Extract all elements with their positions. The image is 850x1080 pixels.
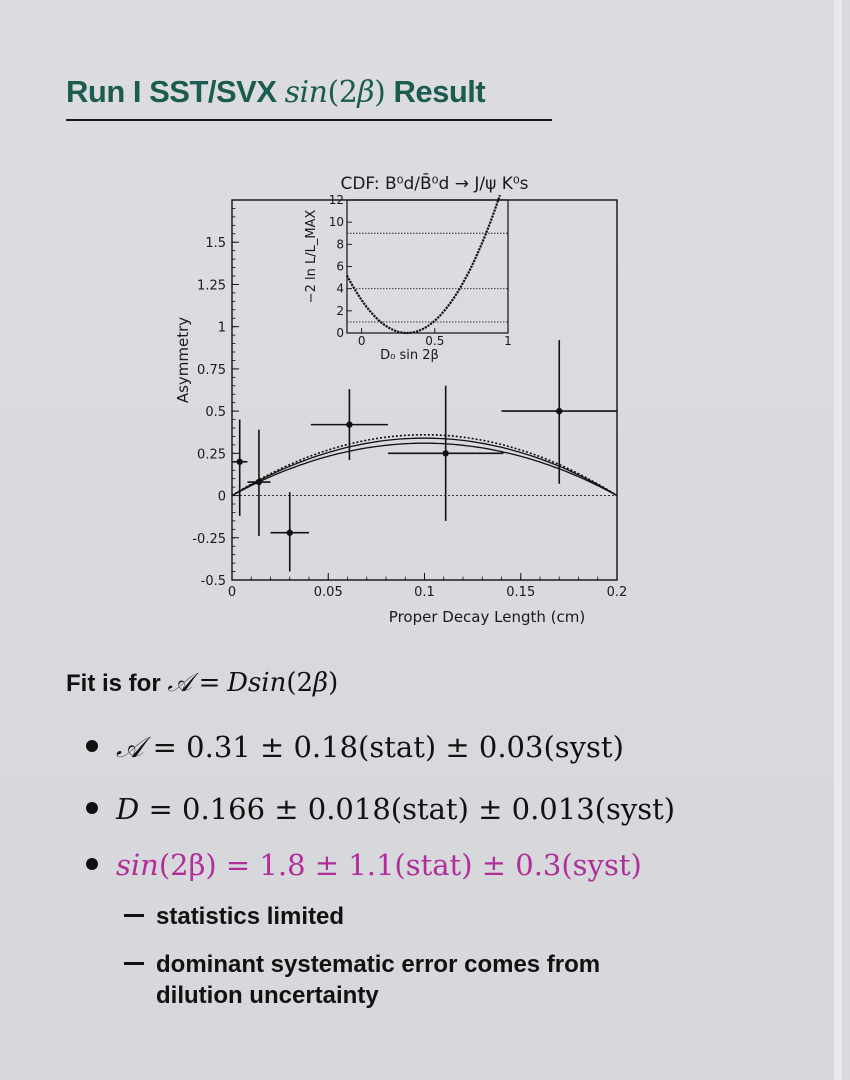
fit-rhs-greek: β — [313, 668, 329, 698]
title-underline — [66, 119, 552, 121]
bullet-dot — [86, 802, 98, 814]
title-arg-num: 2 — [338, 75, 358, 110]
inset-y-tick-label: 6 — [336, 259, 344, 274]
subpoint-systematic — [124, 950, 600, 980]
subpoint-text: dominant systematic error comes from — [156, 951, 601, 978]
data-point — [237, 459, 243, 465]
slide-title — [66, 74, 556, 118]
fit-rhs: Dsin — [227, 668, 287, 698]
x-tick-label: 0.1 — [414, 585, 435, 600]
bullet-lhs: 𝒜 — [116, 730, 144, 764]
data-point — [556, 408, 562, 414]
inset-y-tick-label: 8 — [336, 237, 344, 252]
data-point — [256, 479, 262, 485]
bullet-dot — [86, 740, 98, 752]
fit-line — [66, 668, 338, 699]
fit-rhs-paren: (2 — [286, 668, 314, 698]
x-tick-label: 0 — [227, 585, 237, 600]
inset-frame — [347, 200, 508, 333]
x-tick-label: 0.15 — [506, 585, 536, 600]
dash-marker — [124, 962, 144, 965]
data-point — [287, 530, 293, 536]
y-tick-label: 0.25 — [197, 447, 226, 463]
bullet-text: = 0.166 ± 0.018(stat) ± 0.013(syst) — [139, 792, 676, 826]
data-point — [346, 421, 352, 427]
subpoint-text: statistics limited — [156, 903, 345, 930]
x-axis-label: Proper Decay Length (cm) — [388, 608, 586, 626]
bullet-text: (2β) = 1.8 ± 1.1(stat) ± 0.3(syst) — [158, 848, 642, 882]
subpoint-systematic-cont: dilution uncertainty — [156, 982, 379, 1009]
fit-lead: Fit is for — [66, 670, 161, 697]
inset-x-axis-label: D₀ sin 2β — [380, 348, 439, 363]
title-math-func: sin — [284, 75, 328, 110]
y-tick-label: 0.5 — [205, 405, 226, 421]
bullet-dilution — [86, 792, 675, 826]
y-tick-label: 1.25 — [197, 278, 226, 294]
y-tick-label: 1.5 — [205, 236, 226, 252]
title-arg-greek: β — [357, 75, 375, 110]
y-tick-label: -0.5 — [200, 574, 226, 589]
asymmetry-chart — [160, 165, 640, 635]
bullet-asymmetry — [86, 730, 624, 765]
bullet-lhs: D — [116, 792, 140, 826]
y-tick-label: -0.25 — [192, 531, 226, 547]
fit-lhs: 𝒜 — [167, 668, 192, 698]
inset-x-tick-label: 0.5 — [425, 334, 445, 348]
y-tick-label: 1 — [217, 320, 226, 336]
dash-marker — [124, 914, 144, 917]
fit-eq-sign: = — [198, 668, 221, 698]
data-point — [442, 450, 448, 456]
inset-x-tick-label: 0 — [357, 334, 366, 348]
x-tick-label: 0.2 — [606, 585, 628, 600]
title-paren-close: ) — [374, 75, 386, 110]
page-edge — [834, 0, 842, 1080]
inset-y-tick-label: 4 — [336, 281, 344, 296]
inset-likelihood-curve — [347, 195, 500, 333]
y-tick-label: 0 — [217, 489, 226, 505]
title-paren-open: ( — [327, 75, 339, 110]
inset-y-tick-label: 2 — [336, 303, 344, 318]
inset-x-tick-label: 1 — [504, 334, 512, 348]
inset-y-tick-label: 0 — [336, 326, 344, 340]
y-tick-label: 0.75 — [197, 362, 226, 378]
inset-y-tick-label: 12 — [328, 193, 344, 207]
fit-rhs-close: ) — [328, 668, 339, 698]
bullet-dot — [86, 858, 98, 870]
title-suffix: Result — [393, 74, 486, 109]
bullet-lhs: sin — [116, 848, 159, 882]
title-prefix: Run I SST/SVX — [66, 74, 277, 109]
bullet-text: = 0.31 ± 0.18(stat) ± 0.03(syst) — [143, 730, 624, 764]
inset-y-tick-label: 10 — [328, 215, 344, 230]
x-tick-label: 0.05 — [313, 585, 343, 600]
y-axis-label: Asymmetry — [174, 316, 192, 404]
subpoint-statistics — [124, 902, 344, 932]
bullet-sin2beta — [86, 848, 642, 882]
inset-y-axis-label: −2 ln L/L_MAX — [304, 209, 319, 304]
chart-title: CDF: B⁰d/B̄⁰d → J/ψ K⁰s — [340, 174, 529, 194]
